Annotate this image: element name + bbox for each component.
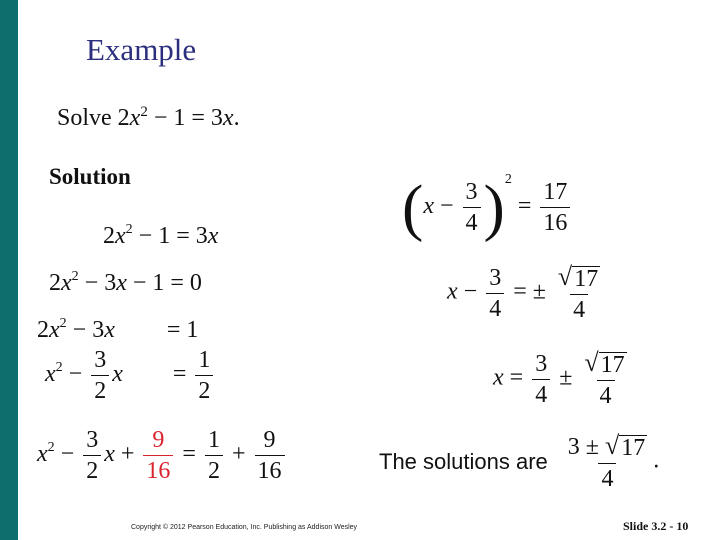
problem-var-2: x: [222, 105, 234, 131]
problem-exp: 2: [140, 104, 148, 120]
problem-rest: − 1 = 3: [147, 105, 223, 131]
problem-coef: 2: [117, 105, 130, 131]
eq-step-3: $2x^2 - 3x = 1$: [37, 316, 199, 343]
eq-step-1: $2x^2 - 1 = 3x$: [103, 222, 219, 249]
eq-step-8: x = $\frac{3}{4}$ ± √ 17 4: [493, 348, 625, 409]
slide-number: Slide 3.2 - 10: [623, 519, 689, 533]
problem-statement: [57, 104, 240, 132]
problem-end: .: [233, 105, 240, 131]
conclusion-answer: 3 ± √ 17 4 .: [567, 431, 660, 492]
eq-step-5: $x^2$ − $\frac{3}{2}$ x + $\frac{9}{16}$ = $\frac{1}{2}$ + $\frac{9}{16}$: [37, 428, 288, 483]
eq-step-6: (x − $\frac{3}{4}$ )$^2$ = $\frac{17}{16}$: [402, 172, 573, 239]
eq-step-4: $x^2$ − $\frac{3}{2}$ x = $\frac{1}{2}$: [45, 348, 216, 403]
slide-sidebar-bar: [0, 0, 18, 540]
problem-var: x: [129, 105, 141, 131]
conclusion: [379, 433, 659, 491]
problem-prefix: Solve: [57, 105, 112, 131]
conclusion-text: The solutions are: [379, 449, 548, 474]
solution-label: Solution: [49, 164, 131, 189]
eq-step-2: $2x^2 - 3x - 1 = 0$: [49, 269, 202, 296]
eq-step-7: x − $\frac{3}{4}$ = ± √ 17 4: [447, 262, 599, 323]
copyright-footer: Copyright © 2012 Pearson Education, Inc. Publishing as Addison Wesley: [131, 524, 358, 531]
completing-square-term: $\frac{9}{16}$: [143, 428, 173, 483]
slide-title: Example: [86, 32, 197, 67]
